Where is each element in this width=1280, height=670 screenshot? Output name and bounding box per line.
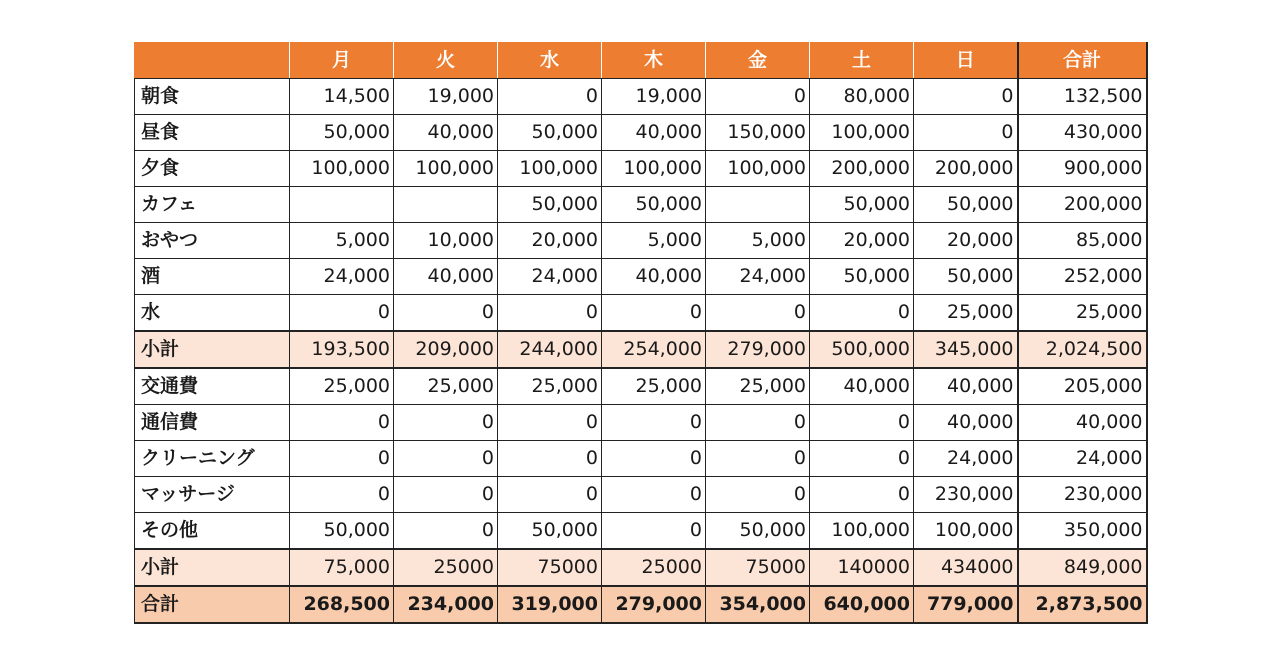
table-row — [135, 368, 1147, 405]
value-cell[interactable]: 234,000 — [394, 586, 498, 623]
value-cell[interactable]: 24,000 — [706, 259, 810, 295]
table-row — [135, 513, 1147, 550]
row-label-cell[interactable]: 夕食 — [135, 151, 290, 187]
header-day-thu[interactable]: 木 — [602, 43, 706, 79]
table-row — [135, 441, 1147, 477]
value-cell[interactable]: 25,000 — [602, 368, 706, 405]
value-cell[interactable] — [706, 187, 810, 223]
value-cell[interactable]: 10,000 — [394, 223, 498, 259]
value-cell[interactable]: 0 — [914, 79, 1018, 115]
value-cell[interactable]: 25,000 — [290, 368, 394, 405]
grand-total-row — [135, 586, 1147, 623]
table-row — [135, 223, 1147, 259]
value-cell[interactable]: 5,000 — [706, 223, 810, 259]
table-row — [135, 115, 1147, 151]
row-total-cell[interactable]: 25,000 — [1018, 295, 1147, 332]
row-label-cell[interactable]: 交通費 — [135, 368, 290, 405]
value-cell[interactable]: 0 — [602, 405, 706, 441]
value-cell[interactable]: 0 — [498, 79, 602, 115]
value-cell[interactable]: 0 — [290, 441, 394, 477]
value-cell[interactable]: 319,000 — [498, 586, 602, 623]
row-label-cell[interactable]: マッサージ — [135, 477, 290, 513]
row-total-cell[interactable]: 85,000 — [1018, 223, 1147, 259]
value-cell[interactable]: 209,000 — [394, 331, 498, 368]
value-cell[interactable]: 40,000 — [914, 368, 1018, 405]
value-cell[interactable]: 40,000 — [394, 115, 498, 151]
value-cell[interactable]: 0 — [290, 477, 394, 513]
row-total-cell[interactable]: 205,000 — [1018, 368, 1147, 405]
row-label-cell[interactable]: 酒 — [135, 259, 290, 295]
value-cell[interactable]: 20,000 — [498, 223, 602, 259]
value-cell[interactable]: 100,000 — [394, 151, 498, 187]
value-cell[interactable]: 100,000 — [602, 151, 706, 187]
header-day-sun[interactable]: 日 — [914, 43, 1018, 79]
header-total[interactable]: 合計 — [1018, 43, 1147, 79]
row-total-cell[interactable]: 132,500 — [1018, 79, 1147, 115]
value-cell[interactable]: 25,000 — [394, 368, 498, 405]
row-label-cell[interactable]: その他 — [135, 513, 290, 550]
expense-table — [134, 42, 1148, 624]
value-cell[interactable]: 193,500 — [290, 331, 394, 368]
value-cell[interactable]: 0 — [290, 295, 394, 332]
value-cell[interactable]: 0 — [394, 477, 498, 513]
value-cell[interactable]: 0 — [394, 295, 498, 332]
value-cell[interactable]: 50,000 — [290, 513, 394, 550]
header-day-mon[interactable]: 月 — [290, 43, 394, 79]
table-row — [135, 259, 1147, 295]
subtotal-row — [135, 549, 1147, 586]
value-cell[interactable]: 40,000 — [602, 115, 706, 151]
value-cell[interactable]: 0 — [602, 441, 706, 477]
header-day-sat[interactable]: 土 — [810, 43, 914, 79]
value-cell[interactable]: 75000 — [498, 549, 602, 586]
value-cell[interactable]: 0 — [290, 405, 394, 441]
value-cell[interactable]: 354,000 — [706, 586, 810, 623]
value-cell[interactable]: 0 — [810, 405, 914, 441]
header-row — [135, 43, 1147, 79]
row-label-cell[interactable]: おやつ — [135, 223, 290, 259]
value-cell[interactable]: 50,000 — [498, 513, 602, 550]
value-cell[interactable]: 0 — [498, 477, 602, 513]
value-cell[interactable]: 100,000 — [498, 151, 602, 187]
value-cell[interactable]: 50,000 — [810, 259, 914, 295]
value-cell[interactable]: 100,000 — [810, 513, 914, 550]
row-label-cell[interactable]: 朝食 — [135, 79, 290, 115]
row-label-cell[interactable]: カフェ — [135, 187, 290, 223]
table-body — [135, 79, 1147, 624]
value-cell[interactable]: 0 — [706, 295, 810, 332]
value-cell[interactable]: 50,000 — [602, 187, 706, 223]
value-cell[interactable]: 50,000 — [498, 115, 602, 151]
value-cell[interactable]: 345,000 — [914, 331, 1018, 368]
value-cell[interactable]: 0 — [602, 513, 706, 550]
value-cell[interactable]: 0 — [498, 441, 602, 477]
row-total-cell[interactable]: 2,873,500 — [1018, 586, 1147, 623]
row-label-cell[interactable]: クリーニング — [135, 441, 290, 477]
value-cell[interactable]: 25,000 — [914, 295, 1018, 332]
value-cell[interactable]: 75,000 — [290, 549, 394, 586]
value-cell[interactable]: 0 — [706, 405, 810, 441]
row-total-cell[interactable]: 430,000 — [1018, 115, 1147, 151]
header-day-tue[interactable]: 火 — [394, 43, 498, 79]
table-row — [135, 79, 1147, 115]
value-cell[interactable]: 25000 — [602, 549, 706, 586]
value-cell[interactable]: 24,000 — [498, 259, 602, 295]
value-cell[interactable]: 50,000 — [810, 187, 914, 223]
value-cell[interactable]: 5,000 — [290, 223, 394, 259]
value-cell[interactable] — [290, 187, 394, 223]
value-cell[interactable]: 20,000 — [914, 223, 1018, 259]
value-cell[interactable] — [394, 187, 498, 223]
value-cell[interactable]: 19,000 — [394, 79, 498, 115]
value-cell[interactable]: 0 — [706, 79, 810, 115]
table-row — [135, 405, 1147, 441]
value-cell[interactable]: 40,000 — [810, 368, 914, 405]
row-total-cell[interactable]: 40,000 — [1018, 405, 1147, 441]
row-total-cell[interactable]: 230,000 — [1018, 477, 1147, 513]
value-cell[interactable]: 230,000 — [914, 477, 1018, 513]
table-row — [135, 151, 1147, 187]
value-cell[interactable]: 100,000 — [914, 513, 1018, 550]
value-cell[interactable]: 254,000 — [602, 331, 706, 368]
value-cell[interactable]: 40,000 — [914, 405, 1018, 441]
row-total-cell[interactable]: 350,000 — [1018, 513, 1147, 550]
value-cell[interactable]: 434000 — [914, 549, 1018, 586]
table-row — [135, 295, 1147, 332]
value-cell[interactable]: 640,000 — [810, 586, 914, 623]
value-cell[interactable]: 20,000 — [810, 223, 914, 259]
row-total-cell[interactable]: 2,024,500 — [1018, 331, 1147, 368]
row-total-cell[interactable]: 252,000 — [1018, 259, 1147, 295]
value-cell[interactable]: 0 — [810, 295, 914, 332]
value-cell[interactable]: 19,000 — [602, 79, 706, 115]
row-label-cell[interactable]: 通信費 — [135, 405, 290, 441]
value-cell[interactable]: 25,000 — [706, 368, 810, 405]
value-cell[interactable]: 24,000 — [914, 441, 1018, 477]
value-cell[interactable]: 200,000 — [810, 151, 914, 187]
value-cell[interactable]: 268,500 — [290, 586, 394, 623]
value-cell[interactable]: 50,000 — [914, 259, 1018, 295]
value-cell[interactable]: 40,000 — [394, 259, 498, 295]
value-cell[interactable]: 0 — [602, 477, 706, 513]
row-label-cell[interactable]: 水 — [135, 295, 290, 332]
value-cell[interactable]: 0 — [810, 477, 914, 513]
table-row — [135, 187, 1147, 223]
value-cell[interactable]: 200,000 — [914, 151, 1018, 187]
row-label-cell[interactable]: 合計 — [135, 586, 290, 623]
value-cell[interactable]: 25000 — [394, 549, 498, 586]
row-total-cell[interactable]: 900,000 — [1018, 151, 1147, 187]
row-total-cell[interactable]: 200,000 — [1018, 187, 1147, 223]
value-cell[interactable]: 244,000 — [498, 331, 602, 368]
subtotal-row — [135, 331, 1147, 368]
value-cell[interactable]: 75000 — [706, 549, 810, 586]
value-cell[interactable]: 50,000 — [914, 187, 1018, 223]
header-corner[interactable] — [135, 43, 290, 79]
value-cell[interactable]: 24,000 — [290, 259, 394, 295]
value-cell[interactable]: 0 — [602, 295, 706, 332]
value-cell[interactable]: 0 — [394, 405, 498, 441]
value-cell[interactable]: 0 — [498, 405, 602, 441]
value-cell[interactable]: 279,000 — [706, 331, 810, 368]
value-cell[interactable]: 50,000 — [498, 187, 602, 223]
value-cell[interactable]: 0 — [498, 295, 602, 332]
value-cell[interactable]: 5,000 — [602, 223, 706, 259]
value-cell[interactable]: 80,000 — [810, 79, 914, 115]
row-total-cell[interactable]: 849,000 — [1018, 549, 1147, 586]
value-cell[interactable]: 40,000 — [602, 259, 706, 295]
value-cell[interactable]: 0 — [706, 477, 810, 513]
value-cell[interactable]: 100,000 — [706, 151, 810, 187]
value-cell[interactable]: 25,000 — [498, 368, 602, 405]
value-cell[interactable]: 140000 — [810, 549, 914, 586]
row-total-cell[interactable]: 24,000 — [1018, 441, 1147, 477]
value-cell[interactable]: 279,000 — [602, 586, 706, 623]
table-row — [135, 477, 1147, 513]
value-cell[interactable]: 500,000 — [810, 331, 914, 368]
value-cell[interactable]: 100,000 — [810, 115, 914, 151]
row-label-cell[interactable]: 小計 — [135, 331, 290, 368]
value-cell[interactable]: 150,000 — [706, 115, 810, 151]
value-cell[interactable]: 50,000 — [706, 513, 810, 550]
value-cell[interactable]: 50,000 — [290, 115, 394, 151]
header-day-wed[interactable]: 水 — [498, 43, 602, 79]
value-cell[interactable]: 0 — [706, 441, 810, 477]
row-label-cell[interactable]: 小計 — [135, 549, 290, 586]
header-day-fri[interactable]: 金 — [706, 43, 810, 79]
value-cell[interactable]: 779,000 — [914, 586, 1018, 623]
value-cell[interactable]: 0 — [394, 441, 498, 477]
value-cell[interactable]: 0 — [914, 115, 1018, 151]
value-cell[interactable]: 0 — [810, 441, 914, 477]
row-label-cell[interactable]: 昼食 — [135, 115, 290, 151]
value-cell[interactable]: 14,500 — [290, 79, 394, 115]
value-cell[interactable]: 0 — [394, 513, 498, 550]
value-cell[interactable]: 100,000 — [290, 151, 394, 187]
